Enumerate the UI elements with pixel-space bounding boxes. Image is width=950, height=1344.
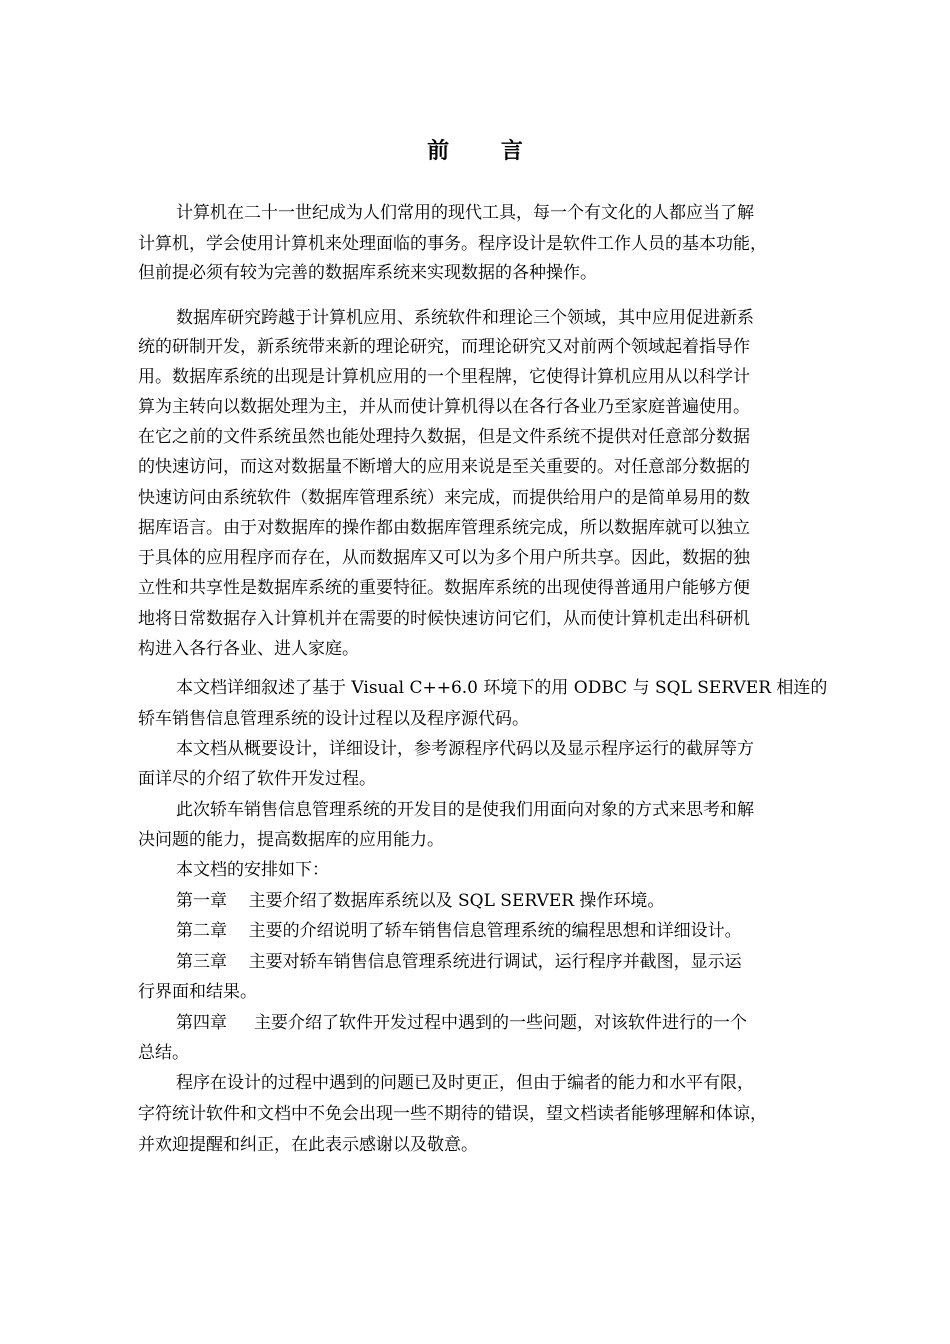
text-line: 决问题的能力，提高数据库的应用能力。	[138, 830, 444, 850]
text-line: 计算机，学会使用计算机来处理面临的事务。程序设计是软件工作人员的基本功能，	[138, 234, 767, 254]
text-line: 第一章 主要介绍了数据库系统以及 SQL SERVER 操作环境。	[176, 891, 665, 911]
text-line: 本文档详细叙述了基于 Visual C++6.0 环境下的用 ODBC 与 SQL SERVER 相连的	[176, 678, 828, 698]
text-line: 立性和共享性是数据库系统的重要特征。数据库系统的出现使得普通用户能够方便	[138, 578, 750, 598]
text-line: 据库语言。由于对数据库的操作都由数据库管理系统完成，所以数据库就可以独立	[138, 518, 750, 538]
text-line: 快速访问由系统软件（数据库管理系统）来完成，而提供给用户的是简单易用的数	[138, 488, 750, 508]
text-line: 面详尽的介绍了软件开发过程。	[138, 769, 376, 789]
text-line: 算为主转向以数据处理为主，并从而使计算机得以在各行各业乃至家庭普遍使用。	[138, 397, 750, 417]
text-line: 计算机在二十一世纪成为人们常用的现代工具，每一个有文化的人都应当了解	[176, 203, 754, 223]
text-line: 构进入各行各业、进人家庭。	[138, 639, 359, 659]
text-line: 字符统计软件和文档中不免会出现一些不期待的错误，望文档读者能够理解和体谅，	[138, 1104, 767, 1124]
text-line: 并欢迎提醒和纠正，在此表示感谢以及敬意。	[138, 1135, 478, 1155]
text-line: 此次轿车销售信息管理系统的开发目的是使我们用面向对象的方式来思考和解	[176, 800, 754, 820]
text-line: 数据库研究跨越于计算机应用、系统软件和理论三个领域，其中应用促进新系	[176, 308, 754, 328]
text-line: 在它之前的文件系统虽然也能处理持久数据，但是文件系统不提供对任意部分数据	[138, 427, 750, 447]
text-line: 地将日常数据存入计算机并在需要的时候快速访问它们，从而使计算机走出科研机	[138, 609, 750, 629]
text-line: 本文档从概要设计，详细设计，参考源程序代码以及显示程序运行的截屏等方	[176, 739, 754, 759]
text-line: 本文档的安排如下：	[176, 860, 329, 880]
text-line: 第二章 主要的介绍说明了轿车销售信息管理系统的编程思想和详细设计。	[176, 921, 742, 941]
text-line: 行界面和结果。	[138, 982, 257, 1002]
text-line: 第三章 主要对轿车销售信息管理系统进行调试，运行程序并截图，显示运	[176, 952, 742, 972]
text-line: 统的研制开发，新系统带来新的理论研究，而理论研究又对前两个领域起着指导作	[138, 337, 750, 357]
text-line: 用。数据库系统的出现是计算机应用的一个里程牌，它使得计算机应用从以科学计	[138, 367, 750, 387]
page-title: 前 言	[427, 139, 545, 164]
text-line: 轿车销售信息管理系统的设计过程以及程序源代码。	[138, 709, 529, 729]
text-line: 的快速访问，而这对数据量不断增大的应用来说是至关重要的。对任意部分数据的	[138, 457, 750, 477]
text-line: 程序在设计的过程中遇到的问题已及时更正，但由于编者的能力和水平有限，	[176, 1073, 754, 1093]
text-line: 第四章 主要介绍了软件开发过程中遇到的一些问题，对该软件进行的一个	[176, 1013, 748, 1033]
text-line: 但前提必须有较为完善的数据库系统来实现数据的各种操作。	[138, 263, 597, 283]
text-line: 总结。	[138, 1043, 189, 1063]
text-line: 于具体的应用程序而存在，从而数据库又可以为多个用户所共享。因此，数据的独	[138, 548, 750, 568]
